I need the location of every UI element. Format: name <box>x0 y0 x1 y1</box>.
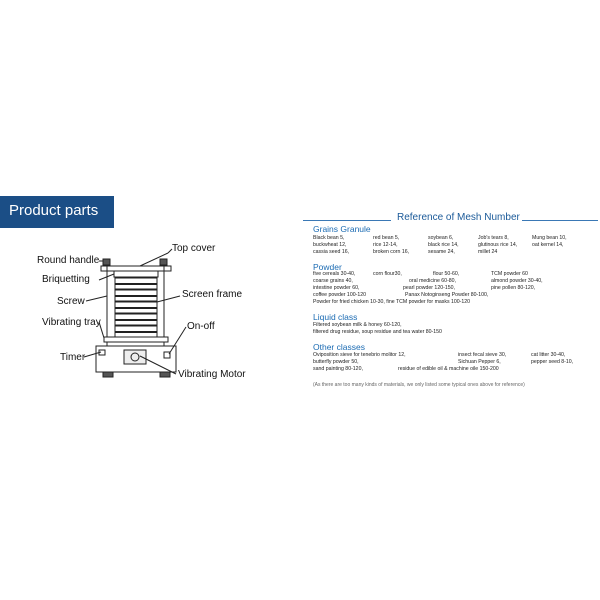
other-item: insect fecal sieve 30, <box>458 352 507 358</box>
powder-item: TCM powder 60 <box>491 271 528 277</box>
powder-item: Panax Notoginseng Powder 80-100, <box>405 292 489 298</box>
reference-footnote: (As there are too many kinds of materials, we only listed some typical ones above for reference) <box>313 382 525 388</box>
label-on-off: On-off <box>187 321 215 332</box>
powder-item: pine pollen 80-120, <box>491 285 536 291</box>
grains-item: sesame 24, <box>428 249 455 255</box>
powder-item: flour 50-60, <box>433 271 460 277</box>
label-timer: Timer <box>60 352 86 363</box>
label-screen-frame: Screen frame <box>182 289 243 300</box>
powder-item: almond powder 30-40, <box>491 278 543 284</box>
reference-title: Reference of Mesh Number <box>397 212 520 223</box>
grains-item: cassia seed 16, <box>313 249 350 255</box>
section-heading-powder: Powder <box>313 262 342 272</box>
sieve-shaker-illustration <box>0 230 300 390</box>
label-screw: Screw <box>57 296 85 307</box>
grains-item: buckwheat 12, <box>313 242 347 248</box>
divider-right <box>522 220 598 221</box>
label-top-cover: Top cover <box>172 243 216 254</box>
liquid-item: filtered drug residue, soup residue and tea water 80-150 <box>313 329 442 335</box>
other-item: Oviposition sieve for tenebrio molitor 12, <box>313 352 406 358</box>
other-item: pepper seed 8-10, <box>531 359 574 365</box>
grains-item: Black bean 5, <box>313 235 345 241</box>
powder-item: pearl powder 120-150, <box>403 285 455 291</box>
other-item: butterfly powder 50, <box>313 359 359 365</box>
other-item: residue of edible oil & machine oile 150-200 <box>398 366 499 372</box>
grains-item: broken corn 16, <box>373 249 410 255</box>
label-briquetting: Briquetting <box>42 274 90 285</box>
powder-item: oral medicine 60-80, <box>409 278 457 284</box>
powder-item: five cereals 30-40, <box>313 271 356 277</box>
grains-item: glutinous rice 14, <box>478 242 518 248</box>
powder-item: coffee powder 100-120 <box>313 292 366 298</box>
section-heading-liquid: Liquid class <box>313 312 358 322</box>
other-item: sand painting 80-120, <box>313 366 363 372</box>
liquid-row <box>313 328 598 336</box>
grains-item: oat kernel 14, <box>532 242 564 248</box>
other-item: cat litter 30-40, <box>531 352 566 358</box>
grains-row <box>313 248 598 256</box>
powder-item: Powder for fried chicken 10-30, fine TCM powder for masks 100-120 <box>313 299 471 305</box>
label-vibrating-motor: Vibrating Motor <box>178 369 246 380</box>
grains-item: Job's tears 8, <box>478 235 509 241</box>
product-diagram <box>0 230 300 390</box>
section-heading-other: Other classes <box>313 342 365 352</box>
grains-item: black rice 14, <box>428 242 459 248</box>
liquid-item: Filtered soybean milk & honey 60-120, <box>313 322 402 328</box>
powder-item: corn flour30, <box>373 271 402 277</box>
powder-item: coarse grains 40, <box>313 278 353 284</box>
grains-item: soybean 6, <box>428 235 454 241</box>
other-row <box>313 365 598 373</box>
section-heading-grains: Grains Granule <box>313 224 371 234</box>
other-item: Sichuan Pepper 6, <box>458 359 501 365</box>
powder-item: intestine powder 60, <box>313 285 360 291</box>
grains-item: millet 24 <box>478 249 498 255</box>
grains-item: rice 12-14, <box>373 242 398 248</box>
divider-left <box>303 220 391 221</box>
label-vibrating-tray: Vibrating tray <box>42 317 101 328</box>
product-parts-banner <box>0 196 114 228</box>
label-round-handle: Round handle <box>37 255 100 266</box>
mesh-reference-panel <box>300 208 600 398</box>
grains-item: red bean 5, <box>373 235 400 241</box>
banner-title: Product parts <box>9 202 99 219</box>
grains-item: Mung bean 10, <box>532 235 567 241</box>
powder-row <box>313 298 598 306</box>
